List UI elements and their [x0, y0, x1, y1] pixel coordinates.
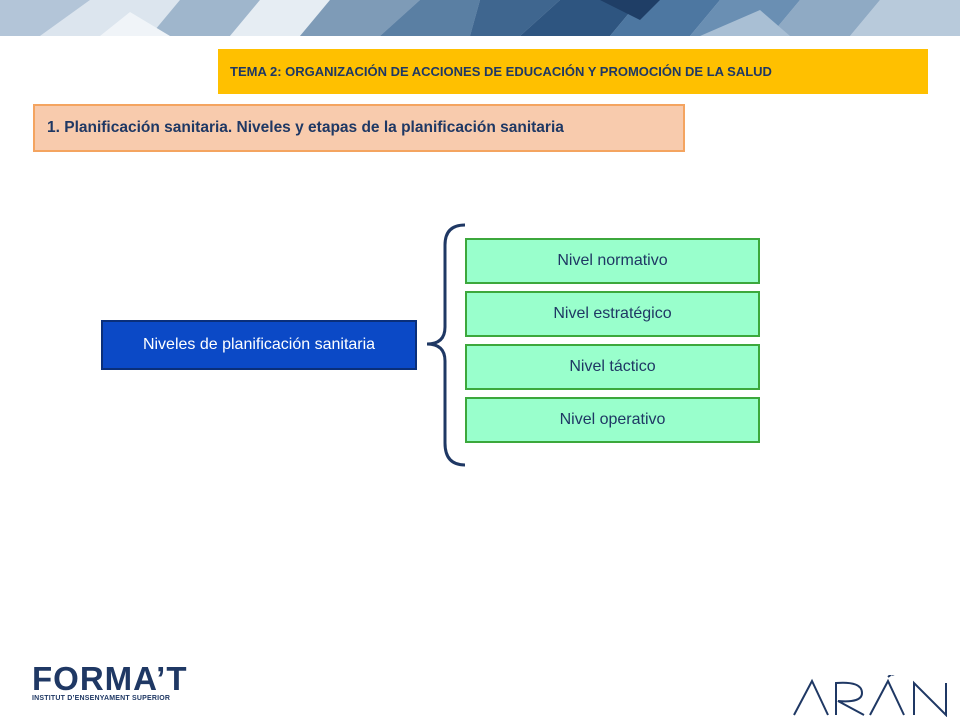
level-node-operativo: Nivel operativo [465, 397, 760, 443]
topic-banner: TEMA 2: ORGANIZACIÓN DE ACCIONES DE EDUCACIÓN Y PROMOCIÓN DE LA SALUD [218, 49, 928, 94]
level-node-estrategico: Nivel estratégico [465, 291, 760, 337]
level-node-normativo: Nivel normativo [465, 238, 760, 284]
formt-logo-subtitle: INSTITUT D’ENSENYAMENT SUPERIOR [32, 695, 171, 702]
aran-logo [792, 675, 952, 717]
header-banner [0, 0, 960, 36]
curly-brace [425, 223, 467, 467]
formt-logo [32, 660, 188, 704]
level-node-tactico: Nivel táctico [465, 344, 760, 390]
formt-logo-title: FORMA’T [32, 660, 188, 697]
section-title: 1. Planificación sanitaria. Niveles y etapas de la planificación sanitaria [33, 104, 685, 152]
root-node: Niveles de planificación sanitaria [101, 320, 417, 370]
